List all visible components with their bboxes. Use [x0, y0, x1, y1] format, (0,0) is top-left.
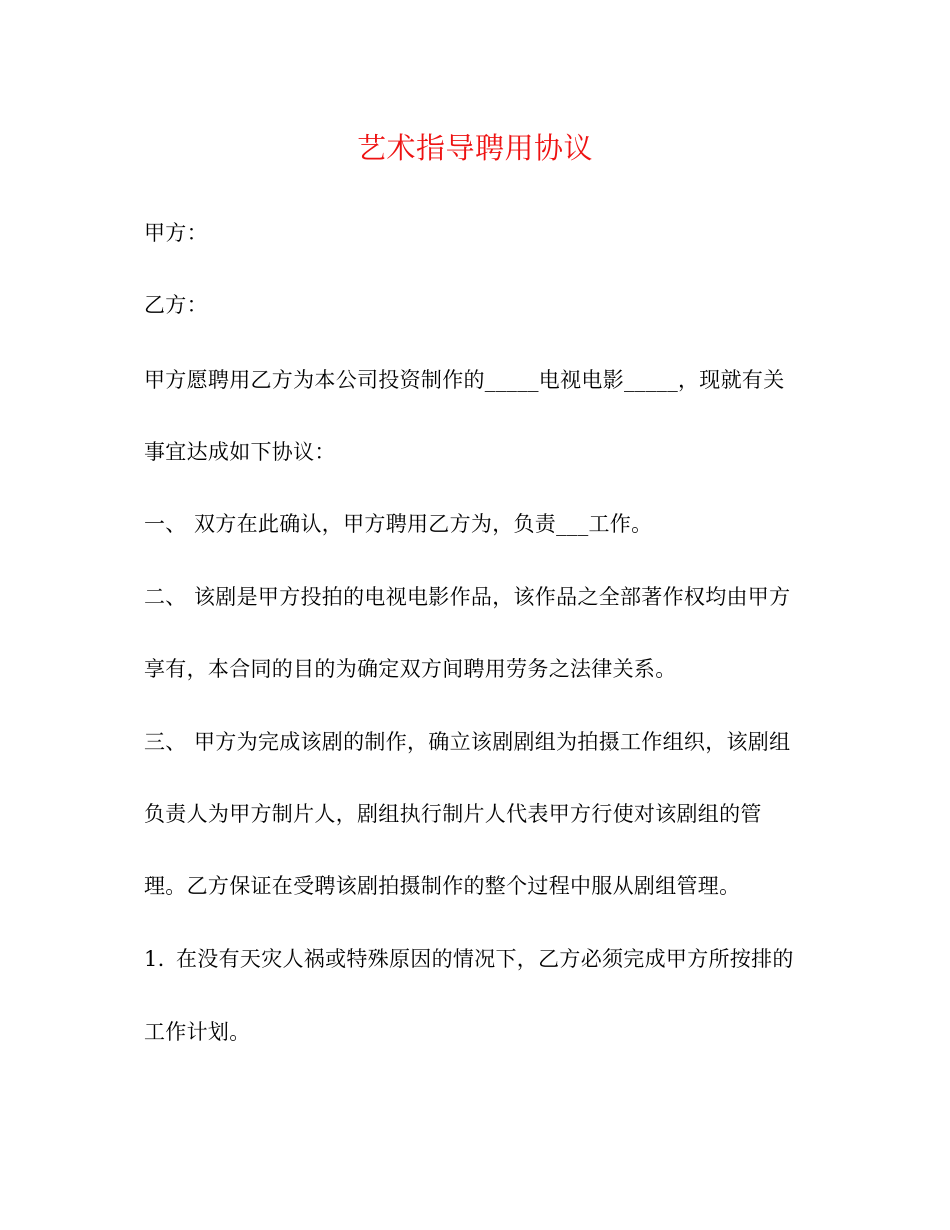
clause-2-line-1 — [144, 582, 824, 612]
sub-clause-number: 1. — [144, 947, 165, 971]
clause-text: 该剧是甲方投拍的电视电影作品，该作品之全部著作权均由甲方 — [194, 585, 791, 609]
sub-clause-1-line-1 — [144, 944, 824, 974]
clause-3-line-2: 负责人为甲方制片人，剧组执行制片人代表甲方行使对该剧组的管 — [144, 802, 762, 826]
clause-1-line-1 — [144, 509, 824, 539]
clause-text: 甲方为完成该剧的制作，确立该剧剧组为拍摄工作组织，该剧组 — [194, 730, 791, 754]
clause-2-line-2: 享有，本合同的目的为确定双方间聘用劳务之法律关系。 — [144, 657, 677, 681]
sub-clause-text: 在没有天灾人祸或特殊原因的情况下，乙方必须完成甲方所按排的 — [176, 947, 794, 971]
clause-number: 三、 — [144, 730, 187, 754]
preamble-line-1: 甲方愿聘用乙方为本公司投资制作的_____电视电影_____，现就有关 — [144, 368, 785, 392]
clause-3-line-3: 理。乙方保证在受聘该剧拍摄制作的整个过程中服从剧组管理。 — [144, 874, 741, 898]
party-b-line: 乙方： — [144, 293, 208, 317]
clause-number: 二、 — [144, 585, 187, 609]
clause-number: 一、 — [144, 512, 187, 536]
document-title: 艺术指导聘用协议 — [356, 131, 593, 165]
clause-3-line-1 — [144, 727, 824, 757]
clause-text: 双方在此确认，甲方聘用乙方为，负责___工作。 — [194, 512, 653, 536]
sub-clause-1-line-2: 工作计划。 — [144, 1020, 251, 1044]
preamble-line-2: 事宜达成如下协议： — [144, 440, 336, 464]
party-a-line: 甲方： — [144, 221, 208, 245]
